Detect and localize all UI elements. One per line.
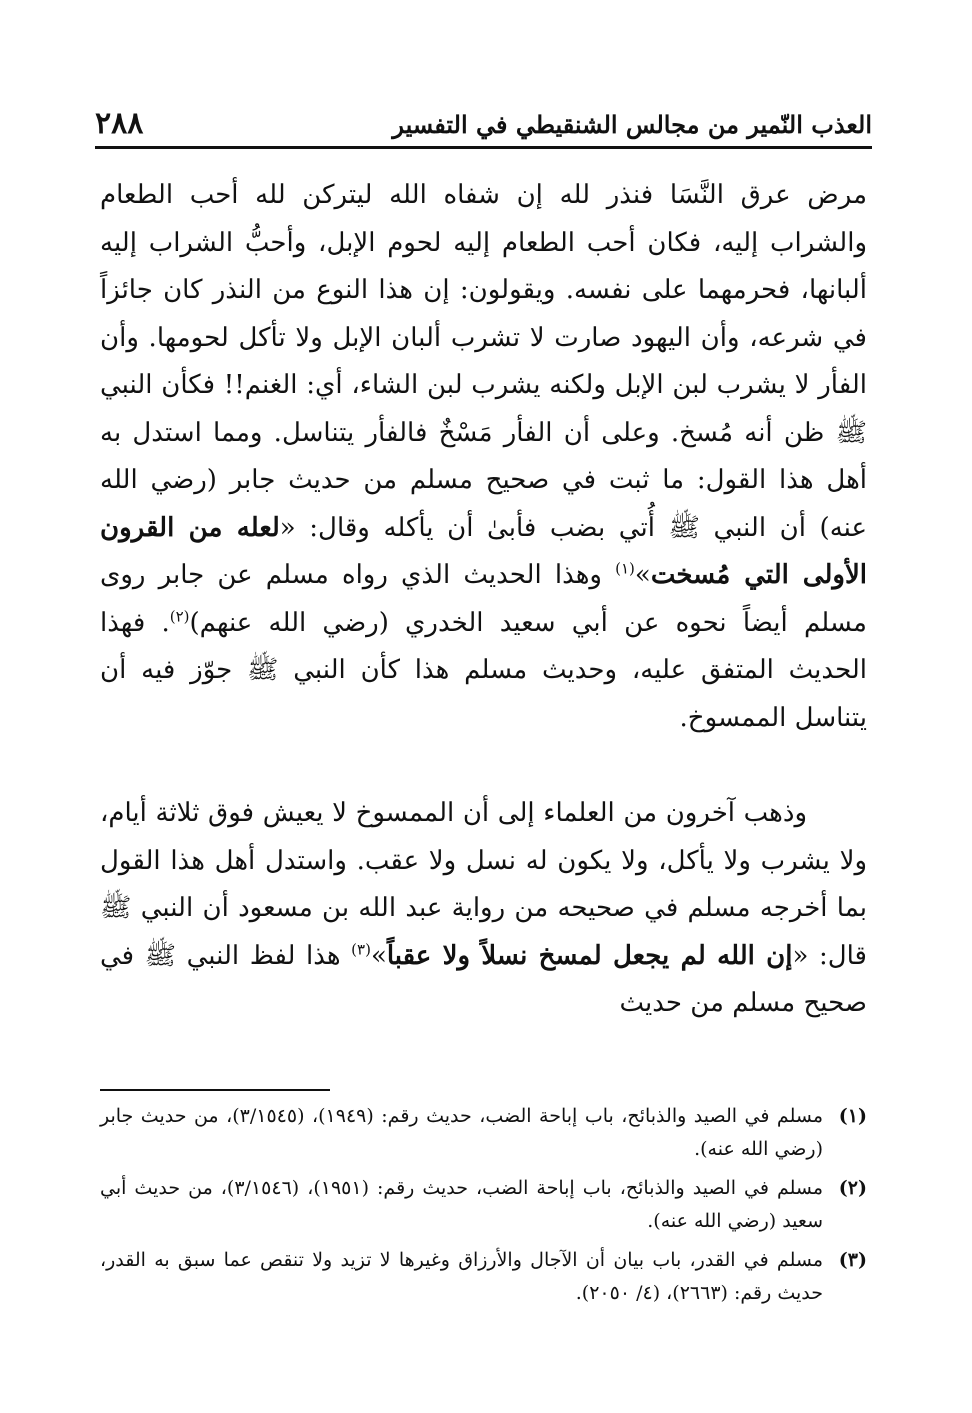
text-run: مرض عرق النَّسَا فنذر لله إن شفاه الله ليتركن لله أحب الطعام والشراب إليه، فكان أحب الطعام إليه لحوم الإبل، وأحبُّ الشراب إليه ألبانها، فحرمهما على نفسه. ويقولون: إن هذا النوع من النذر كان جائزاً في شرعه، وأن اليهود صارت لا تشرب ألبان الإبل ولا تأكل لحومها. وأن الفأر لا يشرب لبن الإبل ولكنه يشرب لبن الشاء، أي: الغنم!! فكأن النبي ﷺ ظن أنه مُسخ. وعلى أن الفأر مَسْخٌ فالفأر يتناسل. ومما استدل به أهل هذا القول: ما ثبت في صحيح مسلم من حديث جابر (رضي الله عنه) أن النبي ﷺ أُتي بضب فأبىٰ أن يأكله وقال: « [100,180,867,543]
hadith-quote: إن الله لم يجعل لمسخ نسلاً ولا عقباً [386,940,793,971]
hadith-quote: لعله من القرون الأولى التي مُسخت [100,512,867,590]
footnote [100,1100,867,1166]
text-run: وذهب آخرون من العلماء إلى أن الممسوخ لا يعيش فوق ثلاثة أيام، ولا يشرب ولا يأكل، ولا يكون له نسل ولا عقب. واستدل أهل هذا القول بما أخرجه مسلم في صحيحه من رواية عبد الله بن مسعود أن النبي ﷺ قال: « [100,798,867,971]
footnote-text: مسلم في الصيد والذبائح، باب إباحة الضب، حديث رقم: (١٩٥١)، (٣/١٥٤٦)، من حديث أبي سعيد (رضي الله عنه). [100,1177,824,1232]
text-run: » [370,940,387,971]
text-run: » [634,560,651,590]
text-run: وهذا الحديث الذي رواه مسلم عن جابر روى مسلم أيضاً نحوه عن أبي سعيد الخدري (رضي الله عنهم) [100,560,867,638]
footnote-number: (١) [838,1105,867,1127]
footnote [100,1244,867,1310]
running-title: العذب النّمير من مجالس الشنقيطي في التفسير [392,110,872,140]
footnote-ref: (٢) [169,606,190,625]
footnote-ref: (١) [615,559,635,578]
footnote-separator [100,1089,330,1091]
text-run: . فهذا الحديث المتفق عليه، وحديث مسلم هذا كأن النبي ﷺ جوّز فيه أن يتناسل الممسوخ. [100,607,867,733]
footnote-number: (٢) [838,1177,867,1199]
footnote-text: مسلم في القدر، باب بيان أن الآجال والأرزاق وغيرها لا تزيد ولا تنقص عما سبق به القدر، حديث رقم: (٢٦٦٣)، (٤/ ٢٠٥٠). [100,1249,823,1304]
paragraph [100,172,867,742]
page-number: ٢٨٨ [95,106,144,141]
footnote-number: (٣) [838,1249,867,1271]
footnotes [100,1100,867,1316]
footnote-text: مسلم في الصيد والذبائح، باب إباحة الضب، حديث رقم: (١٩٤٩)، (٣/١٥٤٥)، من حديث جابر (رضي الله عنه). [100,1105,823,1160]
page-header [95,96,872,149]
paragraph [100,790,867,1028]
text-run: هذا لفظ النبي ﷺ في صحيح مسلم من حديث [100,940,867,1018]
main-text [100,172,867,1028]
footnote [100,1172,867,1238]
footnote-ref: (٣) [351,939,371,958]
